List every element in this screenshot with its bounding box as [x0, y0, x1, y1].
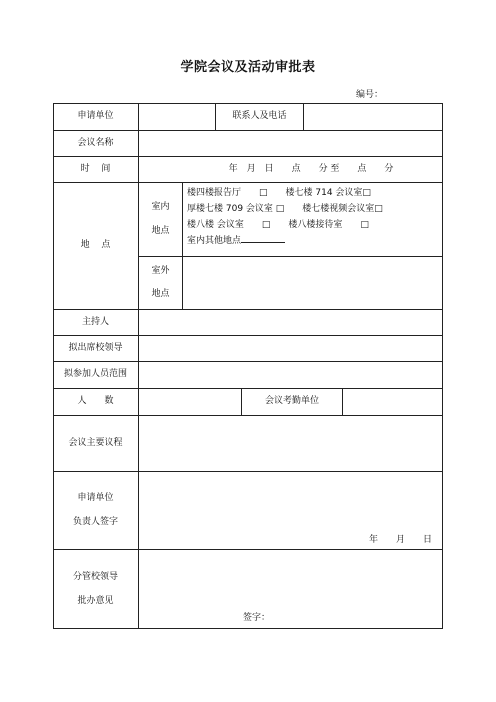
indoor-option-3[interactable]: 楼八楼 会议室 □ 楼八楼接待室 □	[187, 220, 369, 230]
attendance-unit-label: 会议考勤单位	[242, 389, 343, 416]
participants-label: 拟参加人员范围	[53, 362, 139, 389]
attendance-unit-field[interactable]	[343, 389, 443, 416]
signature-date: 年 月 日	[369, 535, 433, 545]
applicant-unit-label: 申请单位	[53, 103, 139, 131]
outdoor-label-line2: 地点	[151, 289, 170, 299]
meeting-name-field[interactable]	[139, 131, 443, 157]
indoor-label-line2: 地点	[151, 225, 170, 236]
leader-approval-label	[53, 550, 139, 629]
sign-label-line1: 申请单位	[77, 493, 114, 503]
host-field[interactable]	[139, 310, 443, 336]
leader-label-line1: 分管校领导	[72, 572, 118, 582]
leaders-label: 拟出席校领导	[53, 336, 139, 362]
indoor-option-other[interactable]	[187, 233, 383, 249]
leaders-field[interactable]	[139, 336, 443, 362]
indoor-options	[187, 185, 383, 249]
page-title: 学院会议及活动审批表	[180, 60, 316, 75]
indoor-option-2[interactable]: 厚楼七楼 709 会议室 □ 楼七楼视频会议室□	[187, 204, 383, 214]
agenda-label: 会议主要议程	[53, 416, 139, 472]
agenda-field[interactable]	[139, 416, 443, 472]
meeting-name-label: 会议名称	[53, 131, 139, 157]
applicant-unit-field[interactable]	[139, 103, 216, 131]
sign-label-line2: 负责人签字	[72, 516, 118, 527]
people-count-field[interactable]	[139, 389, 242, 416]
outdoor-location-field[interactable]	[183, 257, 443, 310]
contact-label: 联系人及电话	[216, 103, 304, 131]
leader-signature-label: 签字：	[243, 613, 271, 623]
indoor-option-1[interactable]: 楼四楼报告厅 □ 楼七楼 714 会议室□	[187, 188, 371, 198]
leader-label-line2: 批办意见	[77, 595, 114, 606]
time-label: 时 间	[53, 157, 139, 183]
applicant-signature-label	[53, 472, 139, 550]
people-count-label: 人 数	[53, 389, 139, 416]
indoor-label-line1: 室内	[151, 202, 170, 212]
contact-field[interactable]	[304, 103, 443, 131]
outdoor-label-line1: 室外	[151, 265, 170, 276]
participants-field[interactable]	[139, 362, 443, 389]
other-location-label: 室内其他地点	[187, 236, 242, 246]
location-label: 地 点	[53, 183, 139, 310]
outdoor-location-label	[139, 257, 183, 310]
time-field[interactable]: 年 月 日 点 分 至 点 分	[139, 157, 443, 183]
other-location-blank[interactable]	[241, 234, 285, 243]
leader-approval-field[interactable]	[139, 550, 443, 629]
serial-number-label: 编号：	[356, 90, 384, 100]
host-label: 主持人	[53, 310, 139, 336]
indoor-location-label	[139, 183, 183, 257]
